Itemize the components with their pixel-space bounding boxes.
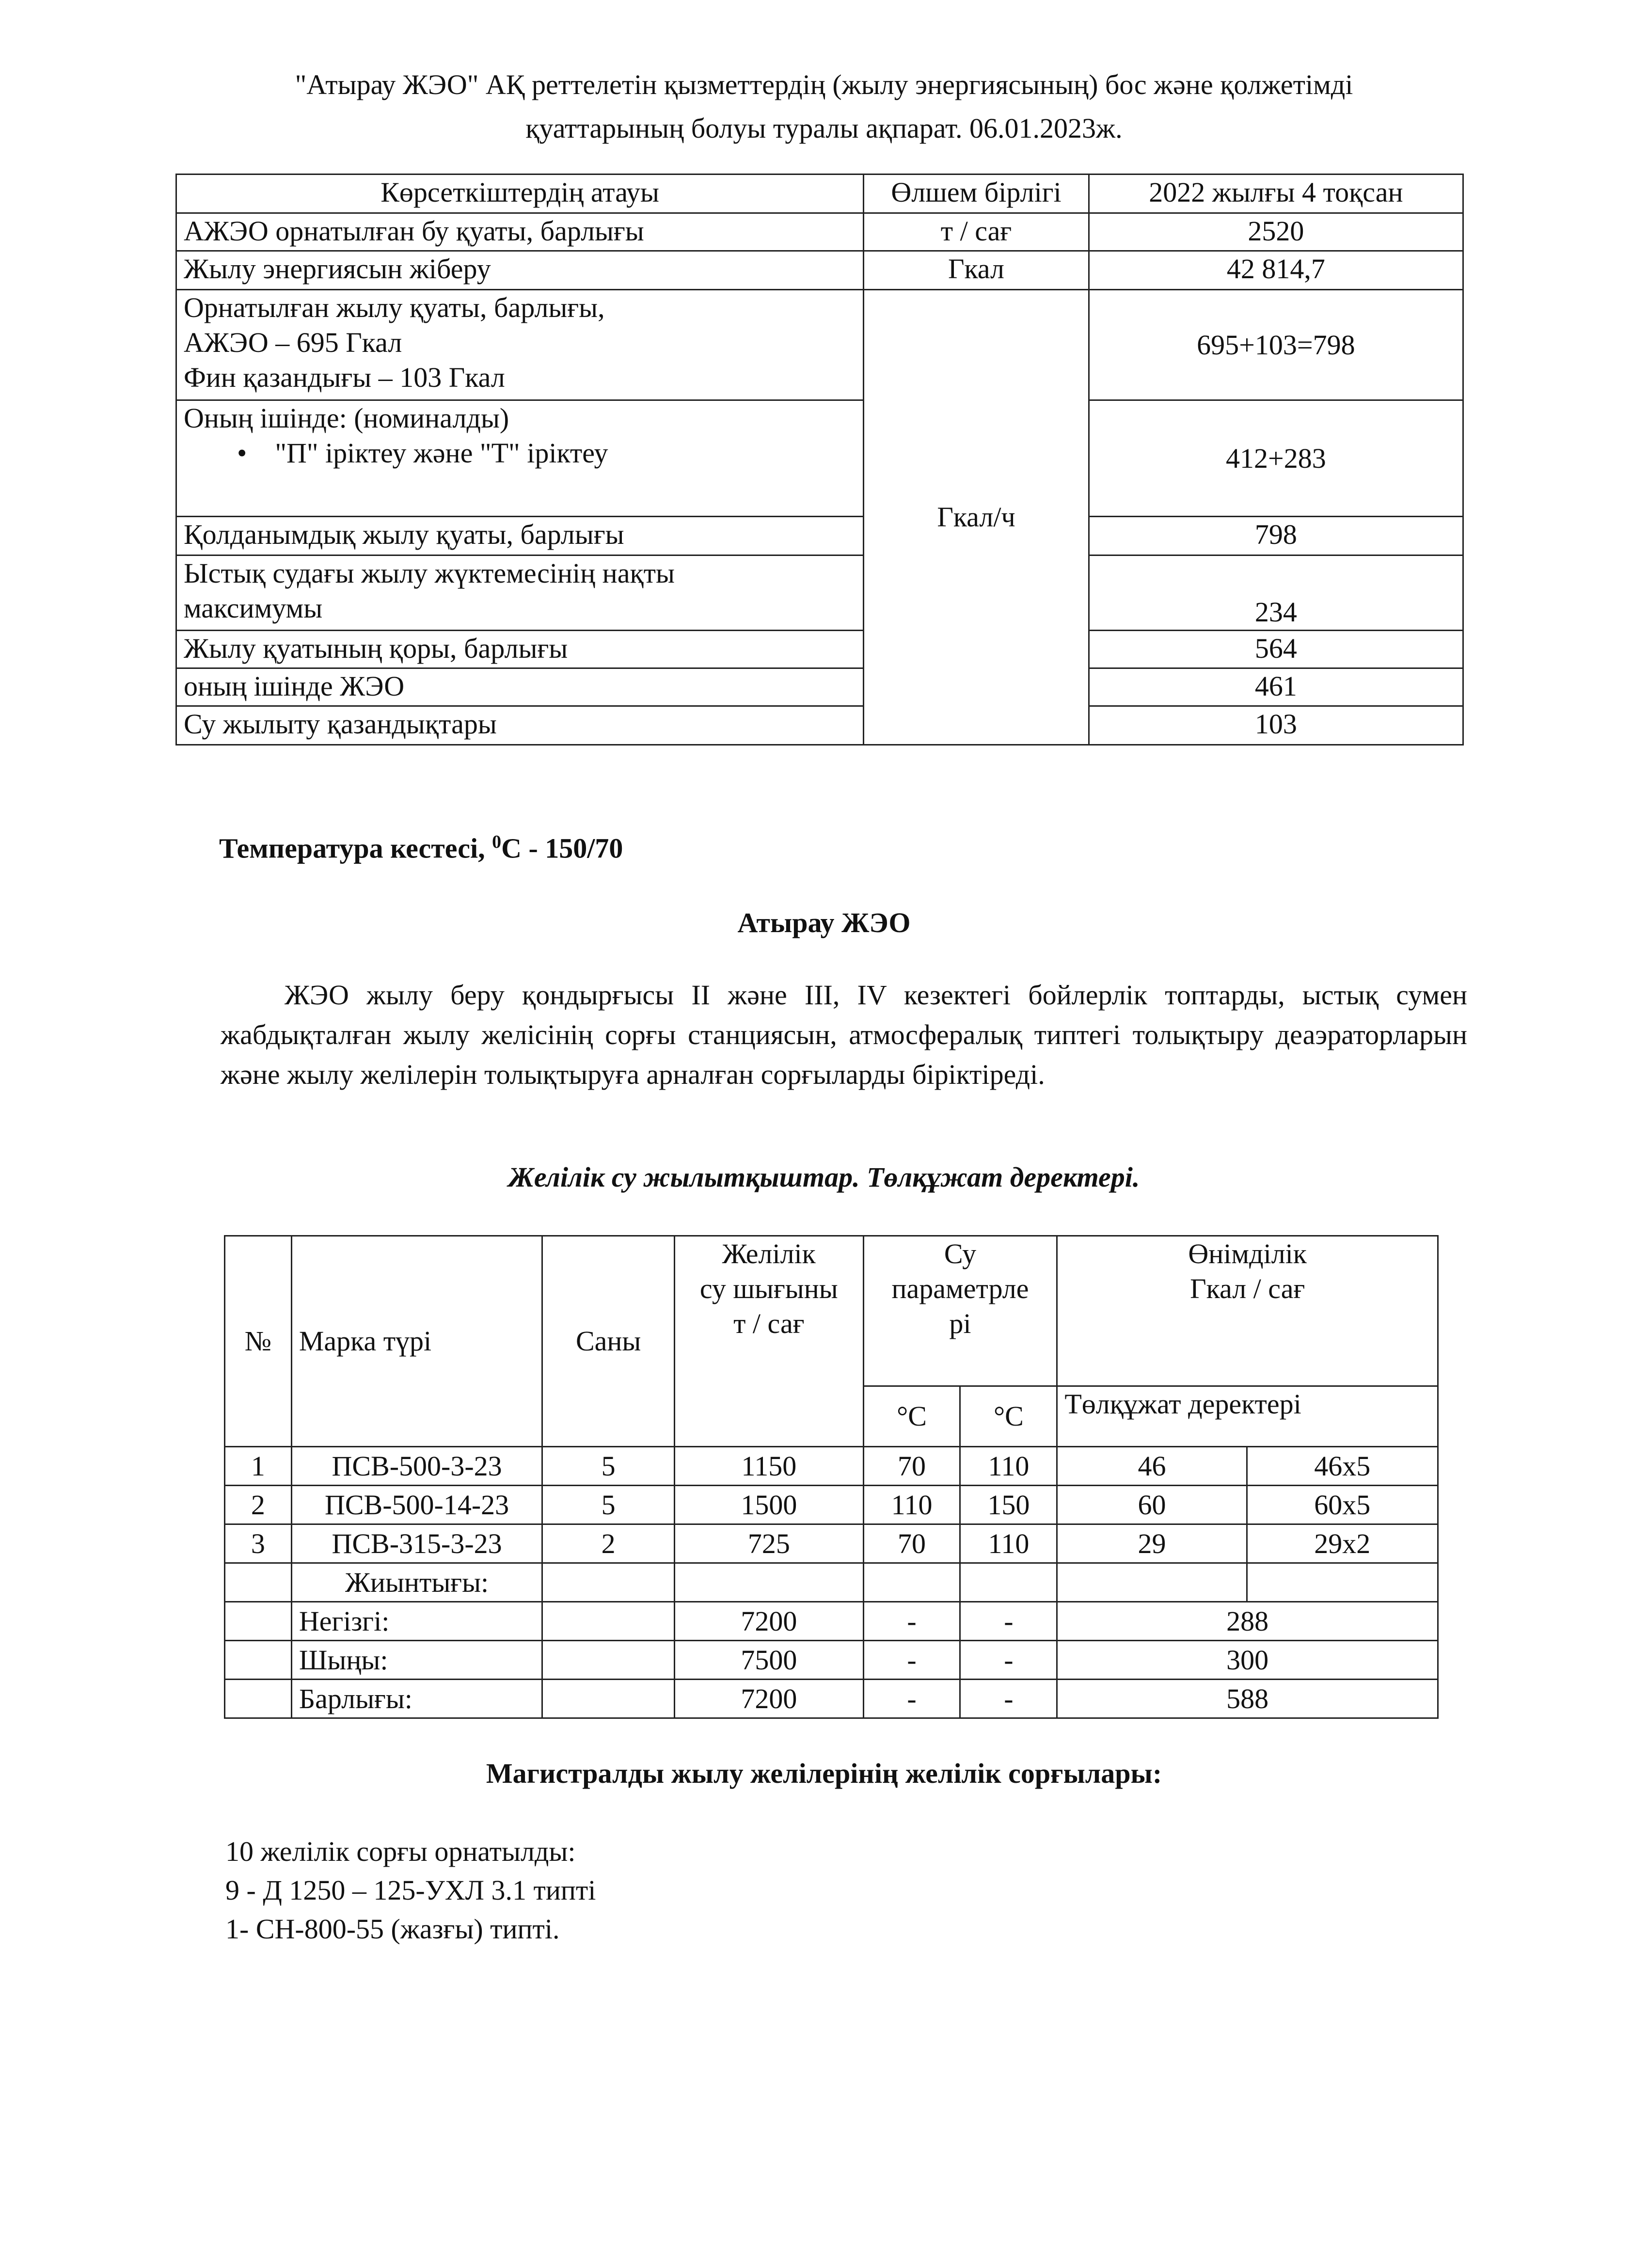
installed-line-1: Орнатылған жылу қуаты, барлығы, (184, 292, 605, 323)
row-nominal (176, 400, 864, 517)
col-brand: Марка түрі (291, 1236, 542, 1447)
cell-no: 3 (225, 1524, 292, 1563)
temp-label: Температура кестесі, (219, 832, 492, 864)
table-row (225, 1524, 1438, 1563)
cell-t2: 110 (960, 1524, 1057, 1563)
installed-value: 695+103=798 (1089, 290, 1463, 400)
cell-summary-label: Барлығы: (291, 1680, 542, 1718)
temp-value: С - 150/70 (501, 832, 623, 864)
col-flow-line-3: т / сағ (733, 1308, 805, 1339)
cell-flow: 725 (675, 1524, 864, 1563)
nominal-bullet: • "П" іріктеу және "Т" іріктеу (237, 437, 608, 469)
cell-t2: 110 (960, 1447, 1057, 1486)
cell-total-label: Жиынтығы: (291, 1563, 542, 1602)
cell-perf: 300 (1057, 1641, 1438, 1680)
document-title (145, 63, 1503, 150)
cell-t1: 110 (863, 1486, 960, 1524)
col-number: № (225, 1236, 292, 1447)
cell-perf-total: 29х2 (1247, 1524, 1438, 1563)
cell-empty (542, 1641, 675, 1680)
cell-no: 1 (225, 1447, 292, 1486)
cell-count: 5 (542, 1447, 675, 1486)
col-water-line-1: Су (944, 1238, 977, 1269)
row-steam-capacity: АЖЭО орнатылған бу қуаты, барлығы (176, 213, 864, 251)
cell-count: 5 (542, 1486, 675, 1524)
col-temp-out: °С (960, 1386, 1057, 1447)
cell-no: 2 (225, 1486, 292, 1524)
summary-row (225, 1680, 1438, 1718)
cell-perf: 588 (1057, 1680, 1438, 1718)
col-performance (1057, 1236, 1438, 1386)
row-heat-unit: Гкал (864, 251, 1089, 290)
nominal-value: 412+283 (1089, 400, 1463, 517)
summary-row (225, 1602, 1438, 1641)
pumps-list (225, 1832, 596, 1949)
capacity-table (175, 174, 1464, 745)
heaters-table (224, 1235, 1439, 1719)
cell-perf: 46 (1057, 1447, 1247, 1486)
cell-perf: 288 (1057, 1602, 1438, 1641)
row-available-capacity: Қолданымдық жылу қуаты, барлығы (176, 517, 864, 555)
table-row (225, 1486, 1438, 1524)
col-passport: Төлқұжат деректері (1057, 1386, 1438, 1447)
col-flow-line-1: Желілік (722, 1238, 816, 1269)
col-flow-line-2: су шығыны (699, 1273, 838, 1304)
row-reserve: Жылу қуатының қоры, барлығы (176, 631, 864, 668)
row-reserve-chp: оның ішінде ЖЭО (176, 668, 864, 706)
cell-empty (225, 1602, 292, 1641)
cell-t2: - (960, 1680, 1057, 1718)
hot-water-value: 234 (1089, 555, 1463, 631)
pumps-line-3: 1- СН-800-55 (жазғы) типті. (225, 1913, 560, 1945)
cell-perf-total: 46х5 (1247, 1447, 1438, 1486)
row-water-boilers: Су жылыту қазандықтары (176, 706, 864, 745)
col-flow (675, 1236, 864, 1447)
col-perf-line-2: Гкал / сағ (1190, 1273, 1305, 1304)
cell-empty (542, 1602, 675, 1641)
cell-empty (225, 1641, 292, 1680)
cell-empty (1247, 1563, 1438, 1602)
col-water-line-2: параметрле (891, 1273, 1029, 1304)
cell-flow: 1500 (675, 1486, 864, 1524)
title-line-2: қуаттарының болуы туралы ақпарат. 06.01.2023ж. (525, 112, 1123, 144)
cell-empty (863, 1563, 960, 1602)
title-line-1: "Атырау ЖЭО" АҚ реттелетін қызметтердің (жылу энергиясының) бос және қолжетімді (295, 69, 1353, 100)
cell-empty (675, 1563, 864, 1602)
temp-degree: 0 (492, 832, 502, 852)
cell-t1: 70 (863, 1447, 960, 1486)
col-water-params (863, 1236, 1057, 1386)
row-installed-capacity (176, 290, 864, 400)
total-row (225, 1563, 1438, 1602)
temperature-schedule (219, 831, 623, 864)
cell-empty (225, 1563, 292, 1602)
col-perf-line-1: Өнімділік (1188, 1238, 1307, 1269)
cell-flow: 7200 (675, 1602, 864, 1641)
description-paragraph: ЖЭО жылу беру қондырғысы II және III, IV кезектегі бойлерлік топтарды, ыстық сумен жабдықталған жылу желісінің сорғы станциясын, атмосфералық типтегі толықтыру деаэраторларын және жылу желілерін толықтыруға арналған сорғыларды біріктіреді. (221, 979, 1467, 1090)
cell-perf: 60 (1057, 1486, 1247, 1524)
cell-perf: 29 (1057, 1524, 1247, 1563)
col-count: Саны (542, 1236, 675, 1447)
cell-flow: 1150 (675, 1447, 864, 1486)
installed-line-2: АЖЭО – 695 Гкал (184, 327, 402, 358)
header-period: 2022 жылғы 4 тоқсан (1089, 174, 1463, 213)
pumps-line-1: 10 желілік сорғы орнатылды: (225, 1836, 576, 1867)
pumps-line-2: 9 - Д 1250 – 125-УХЛ 3.1 типті (225, 1874, 596, 1906)
cell-t2: - (960, 1641, 1057, 1680)
row-hot-water-load (176, 555, 864, 631)
water-boilers-value: 103 (1089, 706, 1463, 745)
reserve-value: 564 (1089, 631, 1463, 668)
table-row (225, 1447, 1438, 1486)
row-heat-supply: Жылу энергиясын жіберу (176, 251, 864, 290)
cell-empty (542, 1680, 675, 1718)
hot-water-line-1: Ыстық судағы жылу жүктемесінің нақты (184, 557, 675, 589)
cell-brand: ПСВ-500-3-23 (291, 1447, 542, 1486)
cell-brand: ПСВ-500-14-23 (291, 1486, 542, 1524)
summary-row (225, 1641, 1438, 1680)
cell-t1: 70 (863, 1524, 960, 1563)
cell-empty (960, 1563, 1057, 1602)
cell-t2: - (960, 1602, 1057, 1641)
cell-perf-total: 60х5 (1247, 1486, 1438, 1524)
reserve-chp-value: 461 (1089, 668, 1463, 706)
hot-water-line-2: максимумы (184, 592, 323, 624)
cell-empty (225, 1680, 292, 1718)
cell-t1: - (863, 1641, 960, 1680)
merged-unit-cell: Гкал/ч (864, 290, 1089, 745)
cell-empty (1057, 1563, 1247, 1602)
nominal-bullet-text: "П" іріктеу және "Т" іріктеу (275, 437, 608, 469)
cell-t2: 150 (960, 1486, 1057, 1524)
cell-summary-label: Шыңы: (291, 1641, 542, 1680)
header-indicator: Көрсеткіштердің атауы (176, 174, 864, 213)
cell-t1: - (863, 1602, 960, 1641)
pumps-title: Магистралды жылу желілерінің желілік сорғылары: (486, 1758, 1162, 1789)
cell-brand: ПСВ-315-3-23 (291, 1524, 542, 1563)
available-value: 798 (1089, 517, 1463, 555)
cell-t1: - (863, 1680, 960, 1718)
row-heat-value: 42 814,7 (1089, 251, 1463, 290)
cell-count: 2 (542, 1524, 675, 1563)
col-temp-in: °С (863, 1386, 960, 1447)
nominal-line: Оның ішінде: (номиналды) (184, 402, 509, 434)
row-steam-value: 2520 (1089, 213, 1463, 251)
cell-empty (542, 1563, 675, 1602)
heaters-title: Желілік су жылытқыштар. Төлқұжат деректері. (508, 1161, 1140, 1193)
cell-flow: 7500 (675, 1641, 864, 1680)
row-steam-unit: т / сағ (864, 213, 1089, 251)
cell-summary-label: Негізгі: (291, 1602, 542, 1641)
col-water-line-3: рі (949, 1308, 971, 1339)
cell-flow: 7200 (675, 1680, 864, 1718)
station-title: Атырау ЖЭО (737, 907, 911, 938)
header-unit: Өлшем бірлігі (864, 174, 1089, 213)
installed-line-3: Фин қазандығы – 103 Гкал (184, 362, 505, 393)
